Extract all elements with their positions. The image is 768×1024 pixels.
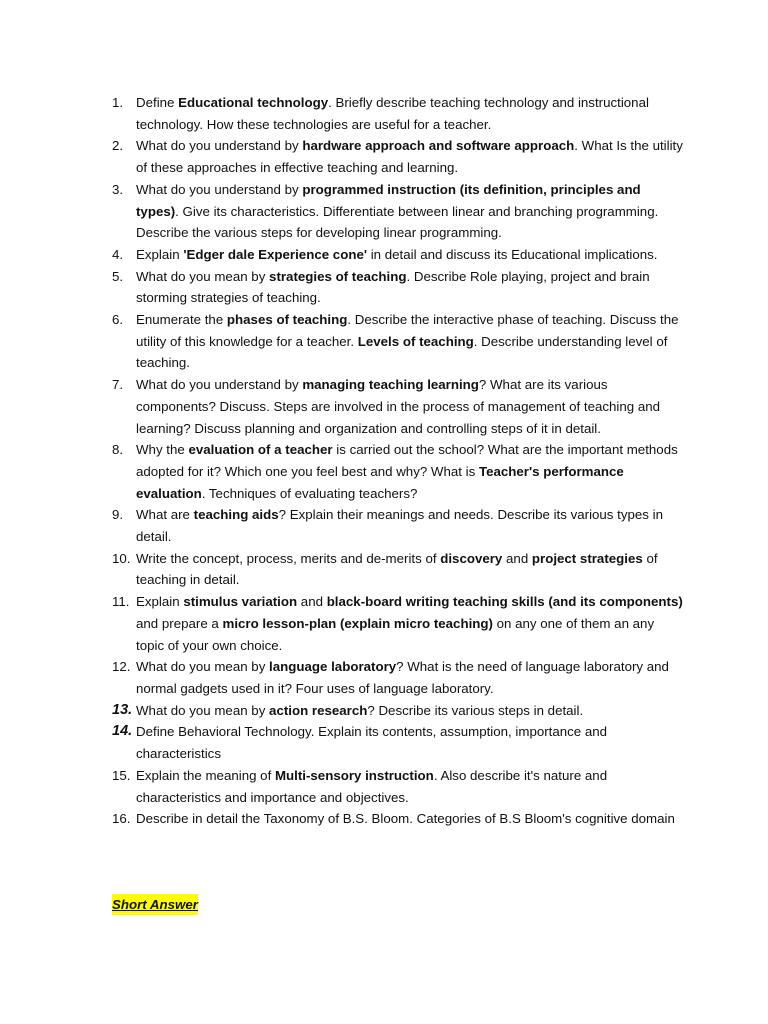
question-text (136, 269, 650, 306)
question-text-run: . Also describe it's nature and characteristics and importance and objectives. (136, 767, 608, 805)
question-list (112, 92, 684, 830)
question-text-run: Explain (136, 246, 184, 262)
question-item (112, 765, 684, 808)
question-keyphrase: Multi-sensory instruction (274, 767, 434, 783)
question-text-run: What do you understand by (136, 377, 303, 393)
question-keyphrase: 'Edger dale Experience cone' (183, 246, 368, 262)
question-text (136, 138, 683, 175)
question-text-run: Write the concept, process, merits and de-merits of (136, 550, 441, 566)
question-number: 10. (112, 550, 131, 566)
question-item (112, 135, 684, 178)
question-text-run: and (297, 594, 327, 610)
question-keyphrase: project strategies (531, 550, 643, 566)
question-item (112, 656, 684, 699)
question-item (112, 808, 684, 830)
question-item (112, 504, 684, 547)
section-heading-short-answer: Short Answer (112, 894, 198, 915)
question-number: 9. (112, 507, 124, 523)
question-text-run: What do you mean by (136, 659, 270, 675)
question-text (136, 95, 649, 132)
question-text (136, 377, 660, 435)
question-text-run: . What Is the utility of these approaches in effective teaching and learning. (136, 138, 683, 176)
question-keyphrase: strategies of teaching (269, 268, 407, 284)
question-item (112, 309, 684, 374)
question-number: 5. (112, 268, 124, 284)
question-text-run: ? What is the need of language laboratory and normal gadgets used in it? Four uses of language laboratory. (136, 659, 669, 696)
question-number: 4. (112, 246, 124, 262)
question-number: 16. (112, 811, 131, 827)
question-text-run: Why the (136, 442, 189, 458)
question-item (112, 266, 684, 309)
question-text-run: ? What are its various components? Discuss. Steps are involved in the process of management of teaching and learning? Discuss planning and organization and controlling steps of it in detail. (136, 377, 661, 436)
question-keyphrase: teaching aids (193, 507, 279, 523)
question-keyphrase: evaluation of a teacher (188, 442, 333, 458)
question-text (136, 724, 607, 761)
question-keyphrase: Teacher's performance evaluation (136, 463, 624, 501)
question-text-run: ? Describe its various steps in detail. (367, 702, 584, 718)
question-text-run: Describe in detail the Taxonomy of B.S. Bloom. Categories of B.S Bloom's cognitive domain (136, 811, 675, 827)
question-item (112, 548, 684, 591)
question-keyphrase: stimulus variation (183, 594, 298, 610)
question-text-run: ? Explain their meanings and needs. Describe its various types in detail. (136, 507, 663, 545)
question-item (112, 374, 684, 439)
question-text-run: Enumerate the (136, 312, 227, 328)
question-item (112, 591, 684, 656)
question-text-run: . Techniques of evaluating teachers? (201, 485, 418, 501)
question-text (136, 659, 669, 696)
question-number: 13. (112, 701, 133, 718)
question-text-run: What do you mean by (136, 268, 270, 284)
question-keyphrase: Levels of teaching (357, 333, 474, 349)
question-number: 2. (112, 138, 124, 154)
question-keyphrase: discovery (440, 550, 503, 566)
question-keyphrase: managing teaching learning (302, 377, 479, 393)
question-keyphrase: black-board writing teaching skills (and its components) (326, 594, 683, 610)
question-text (136, 182, 658, 240)
question-text-run: . Describe the interactive phase of teaching. Discuss the utility of this knowledge for a teacher. (136, 312, 679, 349)
question-text-run: . Briefly describe teaching technology and instructional technology. How these technologies are useful for a teacher. (136, 95, 649, 132)
question-text (136, 507, 663, 544)
question-keyphrase: hardware approach and software approach (302, 138, 575, 154)
question-text-run: What are (136, 507, 194, 523)
question-text-run: What do you understand by (136, 181, 303, 197)
question-text-run: . Describe Role playing, project and brain storming strategies of teaching. (136, 268, 650, 306)
question-text (136, 594, 683, 652)
question-text-run: of teaching in detail. (136, 550, 658, 588)
question-number: 7. (112, 377, 124, 393)
question-text (136, 442, 678, 500)
question-number: 15. (112, 767, 131, 783)
question-text-run: . Describe understanding level of teaching. (136, 333, 668, 371)
question-item (112, 700, 684, 722)
question-text (136, 247, 657, 262)
question-text-run: Explain the meaning of (136, 767, 275, 783)
question-keyphrase: phases of teaching (226, 312, 348, 328)
question-text-run: in detail and discuss its Educational implications. (367, 246, 658, 262)
question-text-run: What do you mean by (136, 702, 270, 718)
question-text (136, 768, 607, 805)
question-text-run: Define Behavioral Technology. Explain its contents, assumption, importance and characteristics (136, 724, 608, 762)
question-keyphrase: language laboratory (269, 659, 397, 675)
question-text-run: Define (136, 95, 179, 110)
question-keyphrase: Educational technology (178, 95, 329, 110)
question-text (136, 312, 679, 370)
question-keyphrase: programmed instruction (its definition, principles and types) (136, 181, 641, 219)
question-number: 6. (112, 312, 124, 328)
question-number: 8. (112, 442, 124, 458)
question-text-run: What do you understand by (136, 138, 303, 154)
question-number: 3. (112, 181, 124, 197)
question-keyphrase: action research (269, 702, 368, 718)
question-item (112, 92, 684, 135)
question-text (136, 551, 658, 588)
question-text-run: Explain (136, 594, 184, 610)
question-text-run: is carried out the school? What are the important methods adopted for it? Which one you feel best and why? What is (136, 442, 678, 479)
question-text (136, 703, 583, 718)
question-text-run: and prepare a (136, 615, 223, 631)
question-text-run: and (502, 550, 532, 566)
question-item (112, 439, 684, 504)
question-item (112, 244, 684, 266)
question-number: 12. (112, 659, 131, 675)
question-text-run: . Give its characteristics. Differentiate between linear and branching programming. Describe the various steps for developing linear programming. (136, 203, 659, 241)
question-number: 14. (112, 723, 133, 740)
question-item (112, 179, 684, 244)
question-keyphrase: micro lesson-plan (explain micro teaching) (222, 615, 493, 631)
question-number: 11. (112, 594, 130, 610)
question-number: 1. (112, 95, 124, 110)
question-item (112, 721, 684, 764)
question-text-run: on any one of them an any topic of your own choice. (136, 615, 655, 653)
question-text (136, 811, 675, 826)
